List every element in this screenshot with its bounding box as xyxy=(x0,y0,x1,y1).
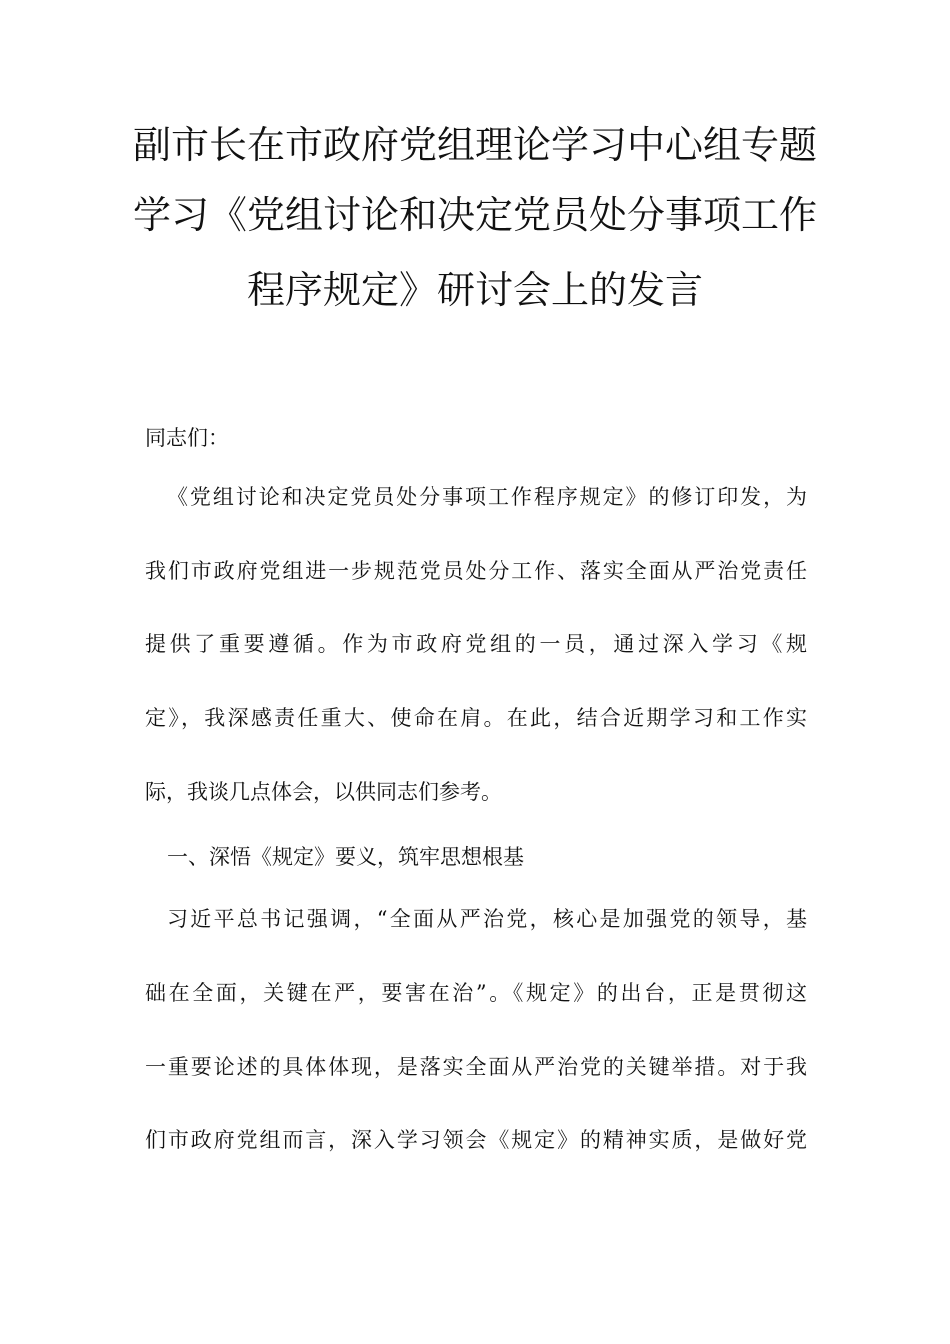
intro-line: 际，我谈几点体会，以供同志们参考。 xyxy=(145,780,502,804)
intro-line: 我们市政府党组进一步规范党员处分工作、落实全面从严治党责任 xyxy=(145,559,807,583)
section-line: 一重要论述的具体体现，是落实全面从严治党的关键举措。对于我 xyxy=(145,1055,807,1079)
document-title-line-1: 副市长在市政府党组理论学习中心组专题 xyxy=(132,123,817,167)
intro-line: 《党组讨论和决定党员处分事项工作程序规定》的修订印发，为 xyxy=(167,485,807,509)
document-title-line-2: 学习《党组讨论和决定党员处分事项工作 xyxy=(132,193,817,237)
section-line: 们市政府党组而言，深入学习领会《规定》的精神实质，是做好党 xyxy=(145,1128,807,1152)
section-line: 习近平总书记强调，“全面从严治党，核心是加强党的领导，基 xyxy=(167,907,807,931)
section-line: 础在全面，关键在严，要害在治”。《规定》的出台，正是贯彻这 xyxy=(145,981,807,1005)
intro-line: 定》，我深感责任重大、使命在肩。在此，结合近期学习和工作实 xyxy=(145,706,807,730)
section-heading: 一、深悟《规定》要义，筑牢思想根基 xyxy=(167,845,524,869)
intro-line: 提供了重要遵循。作为市政府党组的一员，通过深入学习《规 xyxy=(145,632,807,656)
document-title-line-3: 程序规定》研讨会上的发言 xyxy=(246,268,703,312)
salutation: 同志们： xyxy=(145,426,229,450)
